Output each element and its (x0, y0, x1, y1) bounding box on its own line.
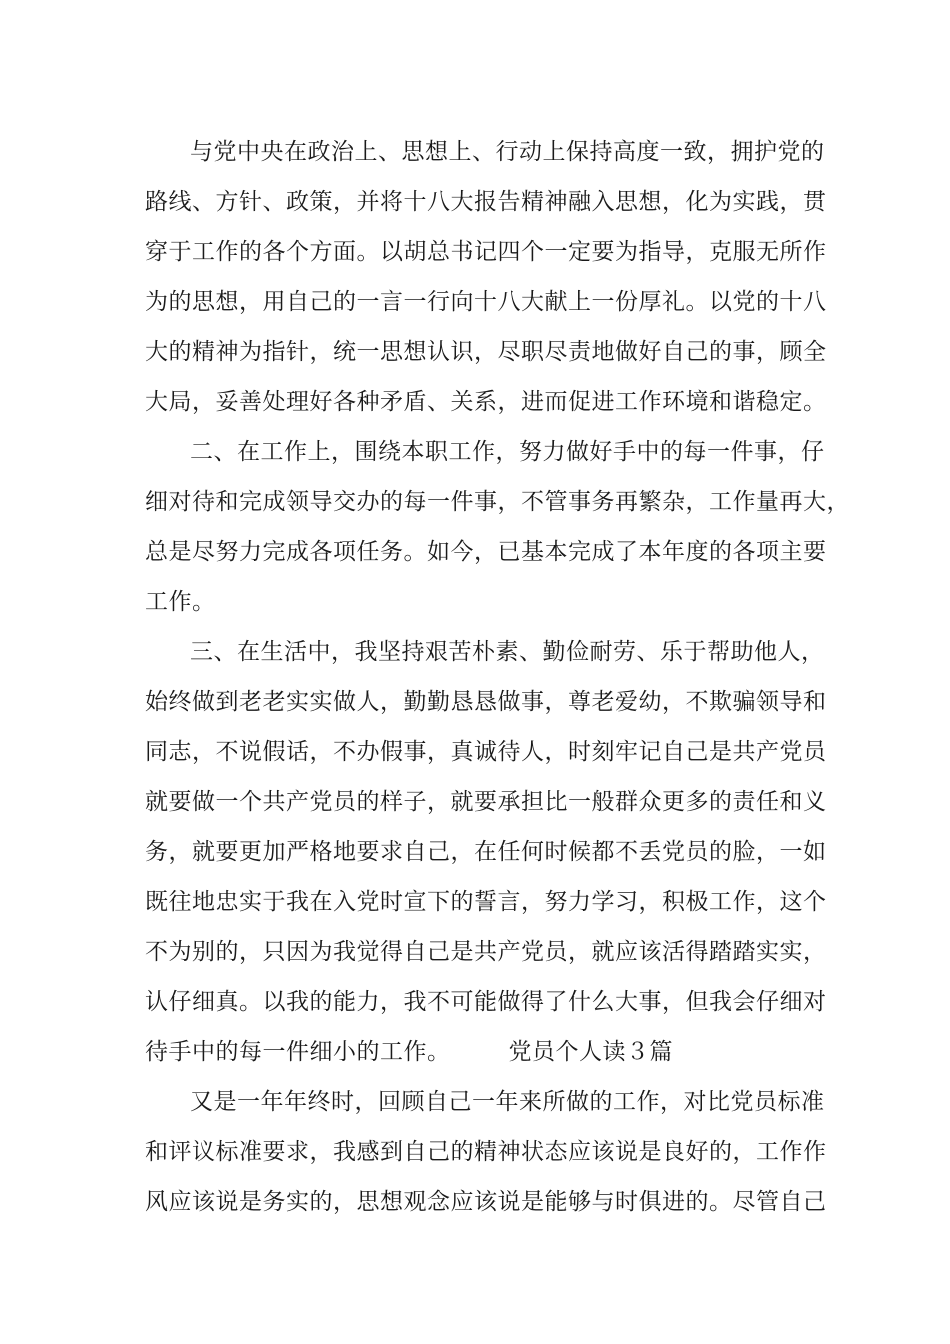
text-line: 就要做一个共产党员的样子，就要承担比一般群众更多的责任和义 (145, 789, 827, 815)
text-line-with-heading (145, 1038, 835, 1066)
text-line: 总是尽努力完成各项任务。如今，已基本完成了本年度的各项主要 (145, 539, 827, 565)
text-line: 大局，妥善处理好各种矛盾、关系，进而促进工作环境和谐稳定。 (145, 389, 827, 415)
text-line: 三、在生活中，我坚持艰苦朴素、勤俭耐劳、乐于帮助他人， (190, 639, 825, 665)
text-line: 与党中央在政治上、思想上、行动上保持高度一致，拥护党的 (190, 139, 825, 165)
text-line: 路线、方针、政策，并将十八大报告精神融入思想，化为实践，贯 (145, 189, 827, 215)
text-line: 穿于工作的各个方面。以胡总书记四个一定要为指导，克服无所作 (145, 239, 827, 265)
text-line: 二、在工作上，围绕本职工作，努力做好手中的每一件事，仔 (190, 439, 825, 465)
text-line: 认仔细真。以我的能力，我不可能做得了什么大事，但我会仔细对 (145, 989, 827, 1015)
text-line: 同志，不说假话，不办假事，真诚待人，时刻牢记自己是共产党员 (145, 739, 827, 765)
text-line: 和评议标准要求，我感到自己的精神状态应该说是良好的，工作作 (145, 1139, 827, 1165)
text-segment: 待手中的每一件细小的工作。 (145, 1039, 451, 1065)
text-line: 工作。 (145, 589, 216, 615)
text-line: 不为别的，只因为我觉得自己是共产党员，就应该活得踏踏实实， (145, 939, 827, 965)
text-line: 细对待和完成领导交办的每一件事，不管事务再繁杂，工作量再大， (145, 489, 850, 515)
text-line: 又是一年年终时，回顾自己一年来所做的工作，对比党员标准 (190, 1089, 825, 1115)
inline-heading: 党员个人读３篇 (508, 1039, 673, 1065)
text-line: 为的思想，用自己的一言一行向十八大献上一份厚礼。以党的十八 (145, 289, 827, 315)
text-line: 始终做到老老实实做人，勤勤恳恳做事，尊老爱幼，不欺骗领导和 (145, 689, 827, 715)
text-line: 风应该说是务实的，思想观念应该说是能够与时俱进的。尽管自己 (145, 1189, 827, 1215)
text-line: 大的精神为指针，统一思想认识，尽职尽责地做好自己的事，顾全 (145, 339, 827, 365)
text-line: 务，就要更加严格地要求自己，在任何时候都不丢党员的脸，一如 (145, 839, 827, 865)
text-line: 既往地忠实于我在入党时宣下的誓言，努力学习，积极工作，这个 (145, 889, 827, 915)
